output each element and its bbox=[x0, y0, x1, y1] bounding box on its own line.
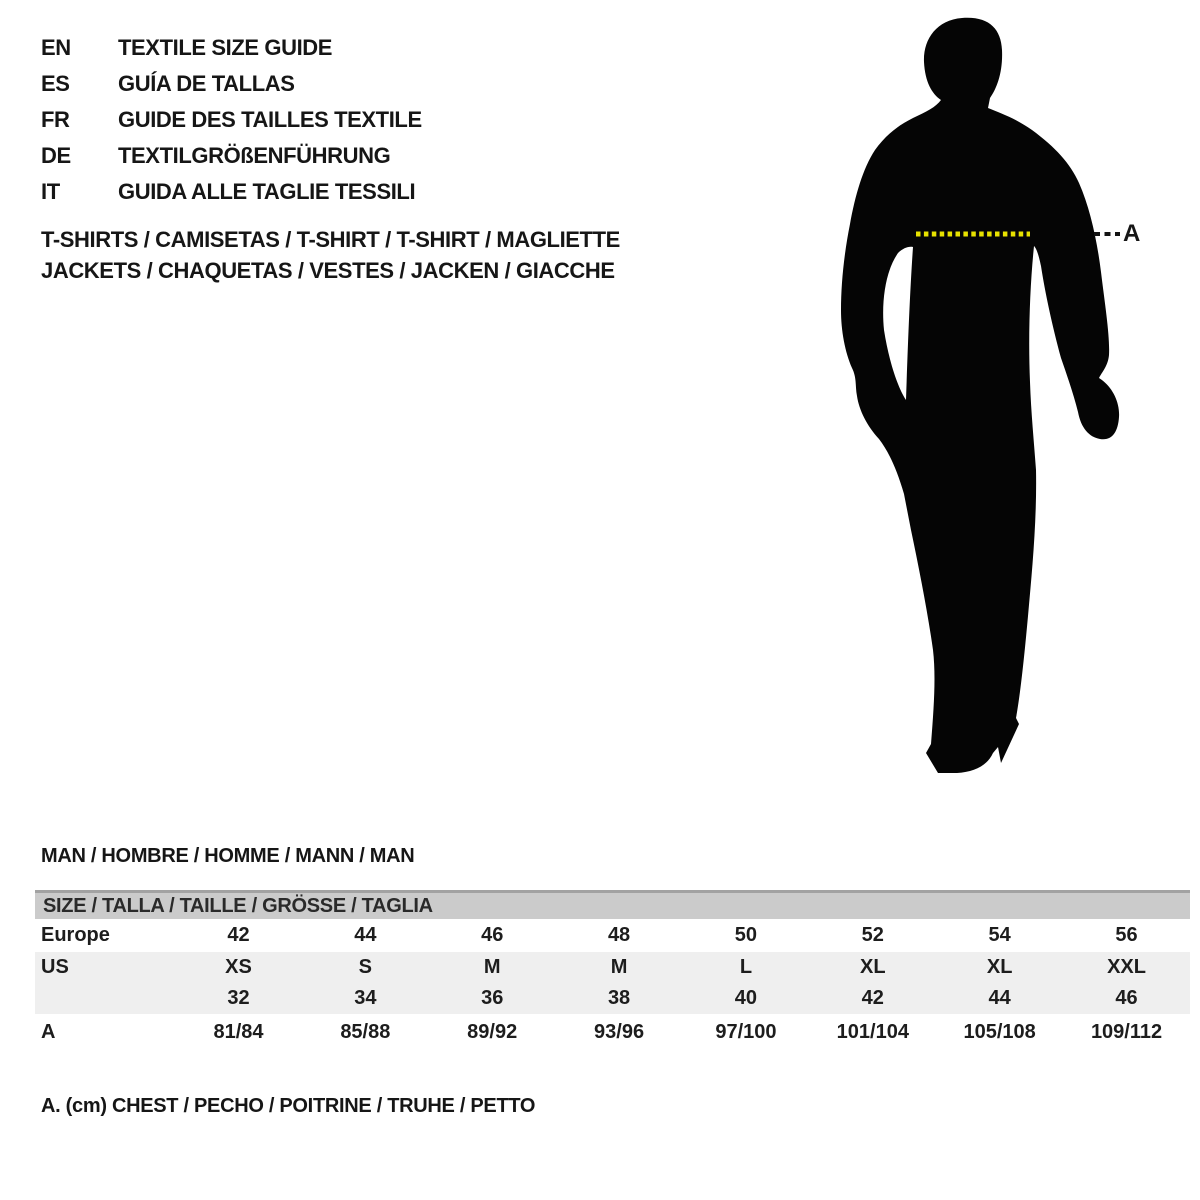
size-cell: 48 bbox=[607, 924, 631, 946]
size-cell: 101/104 bbox=[836, 1020, 909, 1043]
lang-code: ES bbox=[41, 71, 70, 96]
lang-title: TEXTILE SIZE GUIDE bbox=[118, 35, 333, 60]
lang-code: EN bbox=[41, 35, 71, 60]
size-cell: 105/108 bbox=[963, 1020, 1036, 1043]
measure-label-a: A bbox=[1123, 220, 1141, 247]
table-row-europe bbox=[35, 919, 1190, 952]
size-cell: 44 bbox=[354, 924, 377, 946]
size-cell: 85/88 bbox=[340, 1020, 391, 1043]
lang-title: GUÍA DE TALLAS bbox=[118, 71, 295, 96]
language-title-list bbox=[41, 30, 422, 210]
size-cell: 42 bbox=[809, 983, 936, 1014]
lang-code: IT bbox=[41, 179, 60, 204]
size-cell: XS bbox=[175, 952, 302, 983]
lang-title: GUIDA ALLE TAGLIE TESSILI bbox=[118, 179, 416, 204]
lang-code: DE bbox=[41, 143, 71, 168]
size-cell: 38 bbox=[556, 983, 683, 1014]
size-cell: 50 bbox=[734, 924, 758, 946]
category-line-tshirts: T-SHIRTS / CAMISETAS / T-SHIRT / T-SHIRT / MAGLIETTE bbox=[41, 227, 620, 252]
size-cell: 36 bbox=[429, 983, 556, 1014]
size-cell: XXL bbox=[1063, 952, 1190, 983]
lang-row-en bbox=[41, 30, 422, 66]
row-label bbox=[35, 983, 175, 1014]
lang-row-es bbox=[41, 66, 422, 102]
size-cell: 40 bbox=[683, 983, 810, 1014]
row-label: US bbox=[35, 952, 175, 983]
man-silhouette bbox=[820, 0, 1140, 800]
category-list bbox=[41, 224, 620, 286]
size-cell: 44 bbox=[936, 983, 1063, 1014]
section-title-man: MAN / HOMBRE / HOMME / MANN / MAN bbox=[41, 845, 415, 867]
size-cell: XL bbox=[936, 952, 1063, 983]
size-cell: 81/84 bbox=[213, 1020, 264, 1043]
size-cell: 93/96 bbox=[594, 1020, 645, 1043]
row-label: A bbox=[41, 1020, 56, 1043]
size-cell: 97/100 bbox=[715, 1020, 777, 1043]
table-row-numeric bbox=[35, 983, 1190, 1014]
size-cell: M bbox=[429, 952, 556, 983]
size-cell: XL bbox=[809, 952, 936, 983]
size-table-header: SIZE / TALLA / TAILLE / GRÖSSE / TAGLIA bbox=[35, 890, 1190, 919]
size-cell: 52 bbox=[861, 924, 884, 946]
lang-row-it bbox=[41, 174, 422, 210]
size-cell: S bbox=[302, 952, 429, 983]
man-silhouette-shape bbox=[841, 18, 1119, 773]
size-cell: 42 bbox=[227, 924, 250, 946]
size-cell: L bbox=[683, 952, 810, 983]
measurement-footnote: A. (cm) CHEST / PECHO / POITRINE / TRUHE / PETTO bbox=[41, 1095, 536, 1117]
lang-row-fr bbox=[41, 102, 422, 138]
table-row-chest-a bbox=[35, 1014, 1190, 1050]
lang-row-de bbox=[41, 138, 422, 174]
category-line-jackets: JACKETS / CHAQUETAS / VESTES / JACKEN / GIACCHE bbox=[41, 258, 615, 283]
size-cell: 56 bbox=[1115, 924, 1138, 946]
size-cell: 46 bbox=[1063, 983, 1190, 1014]
lang-title: TEXTILGRÖßENFÜHRUNG bbox=[118, 143, 391, 168]
size-table bbox=[35, 890, 1190, 1050]
size-cell: M bbox=[556, 952, 683, 983]
lang-code: FR bbox=[41, 107, 70, 132]
size-cell: 89/92 bbox=[467, 1020, 518, 1043]
lang-title: GUIDE DES TAILLES TEXTILE bbox=[118, 107, 422, 132]
size-cell: 32 bbox=[175, 983, 302, 1014]
size-cell: 54 bbox=[988, 924, 1011, 946]
row-label: Europe bbox=[41, 924, 110, 946]
table-row-us bbox=[35, 952, 1190, 983]
size-cell: 34 bbox=[302, 983, 429, 1014]
size-cell: 46 bbox=[481, 924, 504, 946]
size-cell: 109/112 bbox=[1090, 1020, 1163, 1043]
